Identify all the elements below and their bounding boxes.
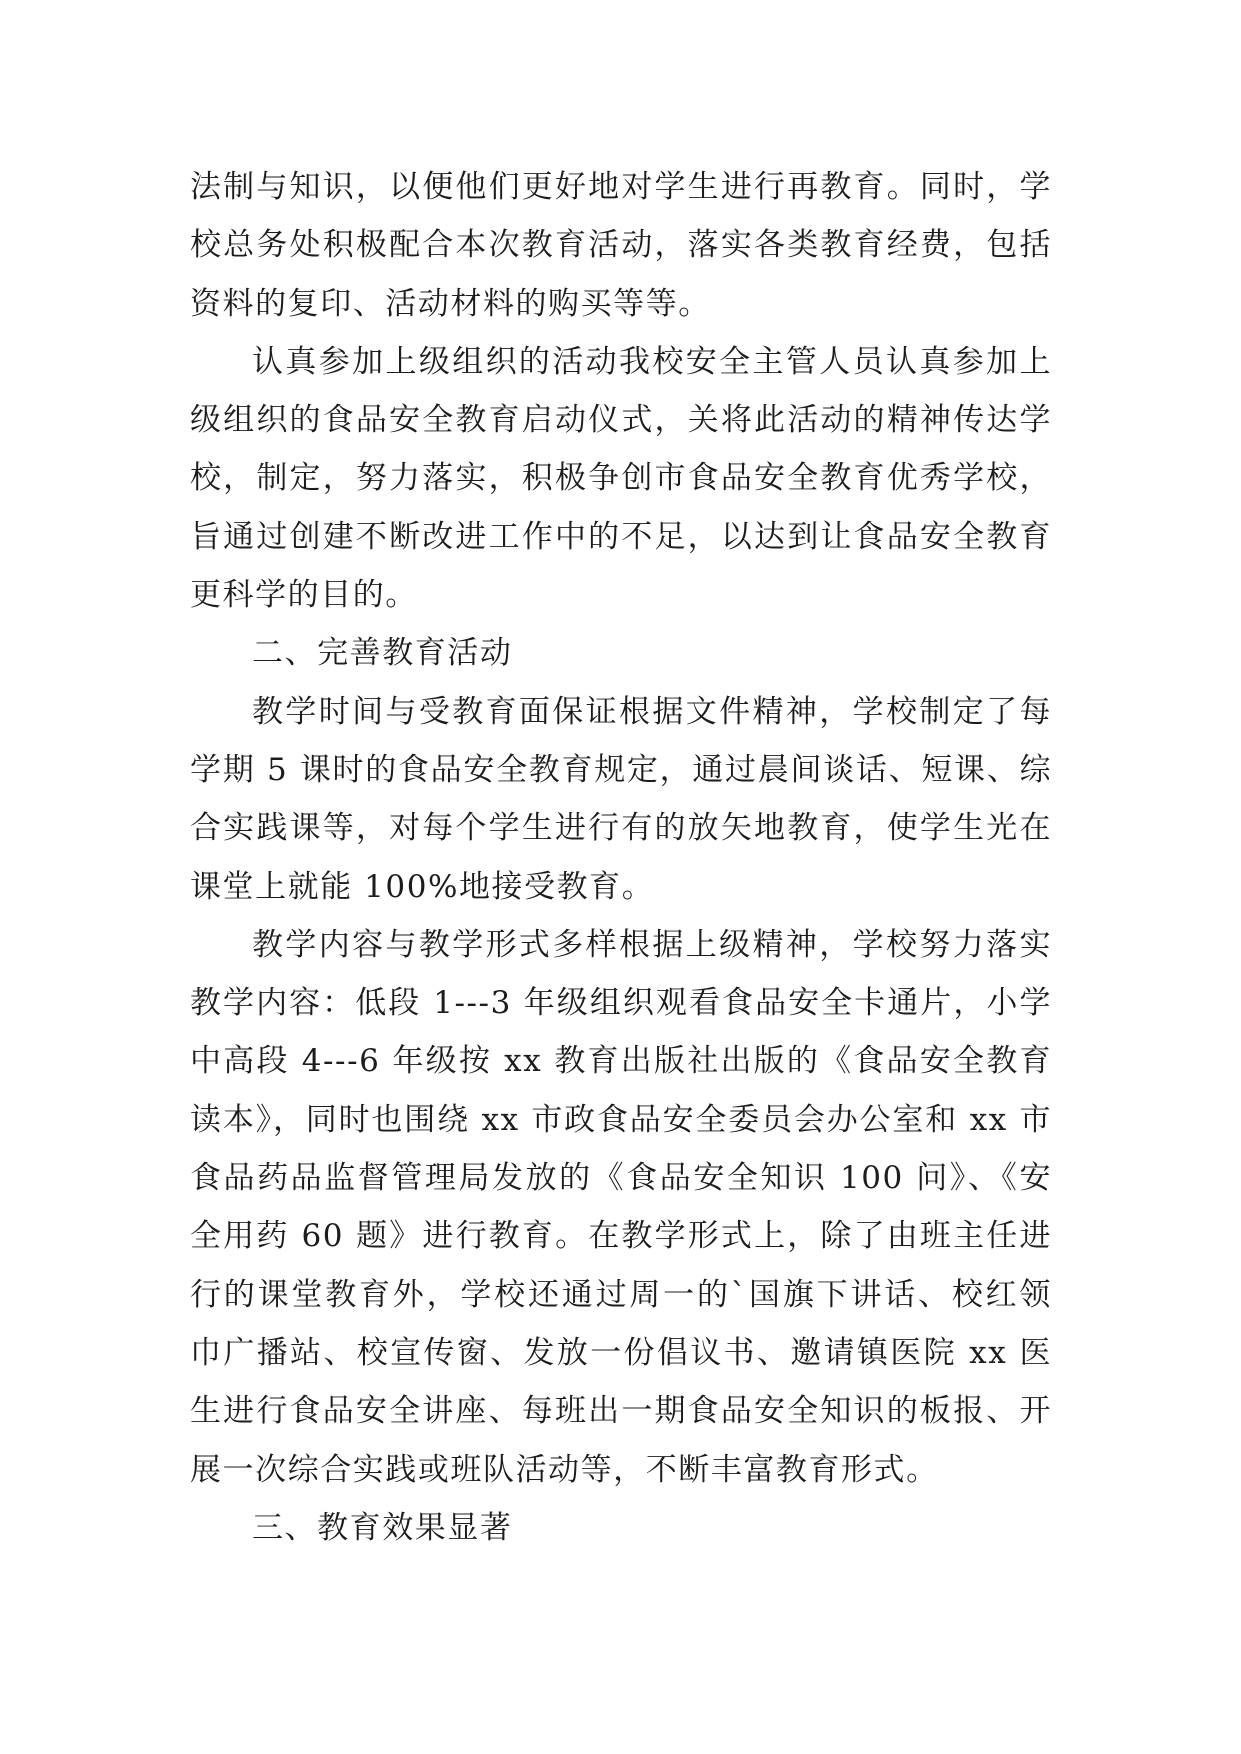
document-body — [190, 158, 1052, 1557]
section-heading-education-results: 三、教育效果显著 — [252, 1509, 513, 1546]
paragraph-teaching-time: 教学时间与受教育面保证根据文件精神，学校制定了每学期 5 课时的食品安全教育规定，通过晨间谈话、短课、综合实践课等，对每个学生进行有的放矢地教育，使学生光在课堂上就能 100%地接受教育。 — [190, 693, 1052, 905]
paragraph-superior-activities: 认真参加上级组织的活动我校安全主管人员认真参加上级组织的食品安全教育启动仪式，关将此活动的精神传达学校，制定，努力落实，积极争创市食品安全教育优秀学校，旨通过创建不断改进工作中的不足，以达到让食品安全教育更科学的目的。 — [190, 343, 1052, 614]
section-heading-improve-activities: 二、完善教育活动 — [252, 635, 513, 672]
paragraph-school-resources: 法制与知识，以便他们更好地对学生进行再教育。同时，学校总务处积极配合本次教育活动，落实各类教育经费，包括资料的复印、活动材料的购买等等。 — [190, 169, 1052, 322]
paragraph-teaching-content: 教学内容与教学形式多样根据上级精神，学校努力落实教学内容：低段 1---3 年级组织观看食品安全卡通片，小学中高段 4---6 年级按 xx 教育出版社出版的《食品安全教育读本》，同时也围绕 xx 市政食品安全委员会办公室和 xx 市食品药品监督管理局发放的《食品安全知识 100 问》、《安全用药 60 题》进行教育。在教学形式上，除了由班主任进行的课堂教育外，学校还通过周一的`国旗下讲话、校红领巾广播站、校宣传窗、发放一份倡议书、邀请镇医院 xx 医生进行食品安全讲座、每班出一期食品安全知识的板报、开展一次综合实践或班队活动等，不断丰富教育形式。 — [190, 926, 1052, 1488]
